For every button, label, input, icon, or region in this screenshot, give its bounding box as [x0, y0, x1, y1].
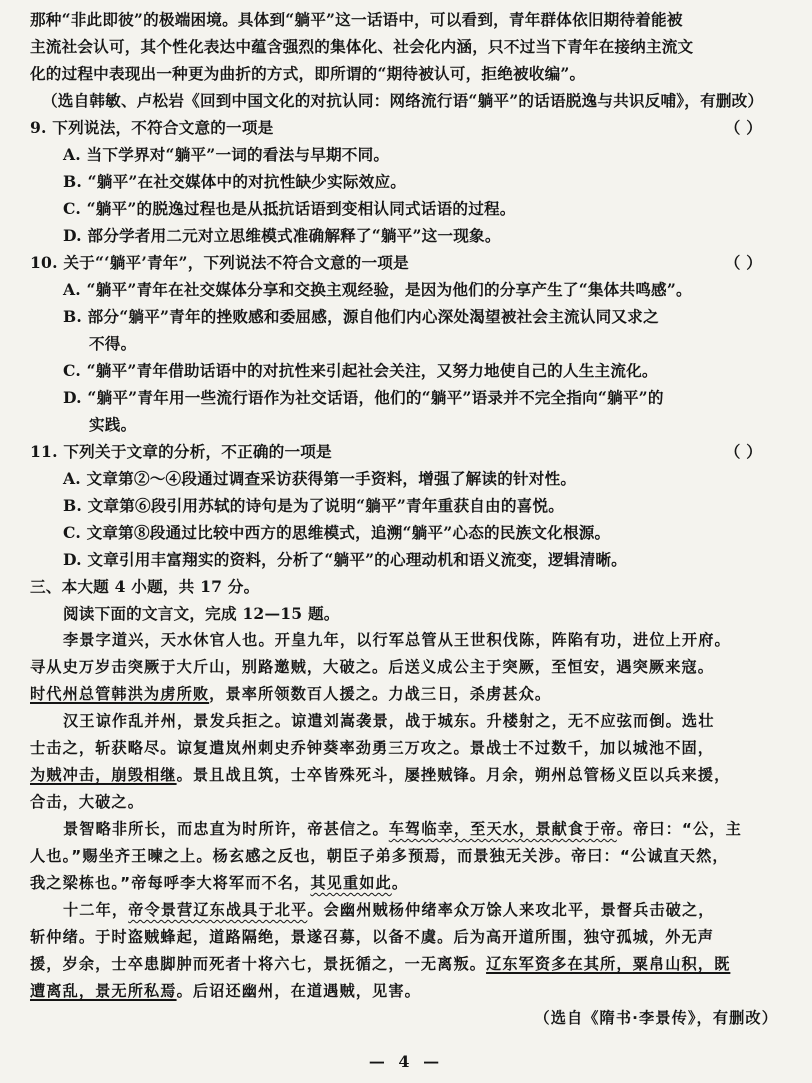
- option-d-cont: 实践。: [89, 415, 137, 434]
- classical-line: 景智略非所长，而忠直为时所许，帝甚信之。车驾临幸，至天水，景献食于帝。帝曰：“公，主: [63, 820, 742, 838]
- passage-line: 化的过程中表现出一种更为曲折的方式，即所谓的“期待被认可，拒绝被收编”。: [30, 64, 586, 83]
- page-number: — 4 —: [368, 1052, 444, 1071]
- option-c: C. 文章第⑧段通过比较中西方的思维模式，追溯“躺平”心态的民族文化根源。: [63, 523, 611, 542]
- wavy-underlined-sentence: 其见重如此: [310, 874, 392, 892]
- option-d: D. “躺平”青年用一些流行语作为社交话语，他们的“躺平”语录并不完全指向“躺平”的: [63, 388, 664, 407]
- section-instruction: 阅读下面的文言文，完成 12—15 题。: [63, 604, 340, 623]
- underlined-sentence: 为贼冲击，崩毁相继: [30, 766, 177, 784]
- classical-line: 士击之，斩获略尽。谅复遣岚州刺史乔钟葵率劲勇三万攻之。景战士不过数千，加以城池不固，: [30, 739, 715, 757]
- classical-line: 合击，大破之。: [30, 793, 145, 811]
- option-c: C. “躺平”青年借助话语中的对抗性来引起社会关注，又努力地使自己的人生主流化。: [63, 361, 658, 380]
- question-10: [30, 249, 786, 276]
- underlined-sentence: 辽东军资多在其所，粟帛山积，既: [486, 955, 731, 973]
- question-11: [30, 438, 786, 465]
- question-9: [30, 114, 786, 141]
- classical-line: 遭离乱，景无所私焉。后诏还幽州，在道遇贼，见害。: [30, 982, 421, 1000]
- option-d: D. 文章引用丰富翔实的资料，分析了“躺平”的心理动机和语义流变，逻辑清晰。: [63, 550, 627, 569]
- classical-line: 斩仲绪。于时盗贼蜂起，道路隔绝，景遂召募，以备不虞。后为高开道所围，独守孤城，外无声: [30, 928, 715, 946]
- option-a: A. 文章第②～④段通过调查采访获得第一手资料，增强了解读的针对性。: [63, 469, 577, 488]
- option-c: C. “躺平”的脱逸过程也是从抵抗话语到变相认同式话语的过程。: [63, 199, 516, 218]
- answer-paren[interactable]: （ ）: [724, 253, 762, 272]
- classical-line: 汉王谅作乱并州，景发兵拒之。谅遣刘嵩袭景，战于城东。升楼射之，无不应弦而倒。选壮: [63, 712, 715, 730]
- classical-line: 援，岁余，士卒患脚肿而死者十将六七，景抚循之，一无离叛。辽东军资多在其所，粟帛山积，既: [30, 955, 731, 973]
- classical-line: 十二年，帝令景营辽东战具于北平。会幽州贼杨仲绪率众万馀人来攻北平，景督兵击破之，: [63, 901, 715, 919]
- option-b: B. “躺平”在社交媒体中的对抗性缺少实际效应。: [63, 172, 407, 191]
- option-a: A. 当下学界对“躺平”一词的看法与早期不同。: [63, 145, 390, 164]
- wavy-underlined-sentence: 帝令景营辽东战具于北平: [128, 901, 308, 919]
- underlined-sentence: 时代州总管韩洪为虏所败: [30, 685, 210, 703]
- classical-source: （选自《隋书·李景传》，有删改）: [534, 1009, 778, 1027]
- underlined-sentence: 遭离乱，景无所私焉: [30, 982, 177, 1000]
- classical-line: 寻从史万岁击突厥于大斤山，别路邀贼，大破之。后送义成公主于突厥，至恒安，遇突厥来寇。: [30, 658, 715, 676]
- classical-line: 时代州总管韩洪为虏所败，景率所领数百人援之。力战三日，杀虏甚众。: [30, 685, 552, 703]
- section-heading: 三、本大题 4 小题，共 17 分。: [30, 577, 260, 596]
- option-b: B. 文章第⑥段引用苏轼的诗句是为了说明“躺平”青年重获自由的喜悦。: [63, 496, 564, 515]
- question-stem: 11. 下列关于文章的分析，不正确的一项是: [30, 442, 332, 461]
- classical-line: 我之梁栋也。”帝每呼李大将军而不名，其见重如此。: [30, 874, 409, 892]
- classical-line: 李景字道兴，天水休官人也。开皇九年，以行军总管从王世积伐陈，阵陷有功，进位上开府。: [63, 631, 731, 649]
- passage-line: 主流社会认可，其个性化表达中蕴含强烈的集体化、社会化内涵，只不过当下青年在接纳主流文: [30, 37, 694, 56]
- passage-line: 那种“非此即彼”的极端困境。具体到“躺平”这一话语中，可以看到，青年群体依旧期待着能被: [30, 10, 683, 29]
- option-b-cont: 不得。: [89, 334, 137, 353]
- wavy-underlined-sentence: 车驾临幸，至天水，景献食于帝: [388, 820, 617, 838]
- question-stem: 9. 下列说法，不符合文意的一项是: [30, 118, 274, 137]
- option-d: D. 部分学者用二元对立思维模式准确解释了“躺平”这一现象。: [63, 226, 501, 245]
- answer-paren[interactable]: （ ）: [724, 442, 762, 461]
- passage-source: （选自韩敏、卢松岩《回到中国文化的对抗认同：网络流行语“躺平”的话语脱逸与共识反哺》，有删改）: [42, 91, 764, 110]
- classical-line: 人也。”赐坐齐王暕之上。杨玄感之反也，朝臣子弟多预焉，而景独无关涉。帝曰：“公诚直天然，: [30, 847, 729, 865]
- option-a: A. “躺平”青年在社交媒体分享和交换主观经验，是因为他们的分享产生了“集体共鸣感”。: [63, 280, 692, 299]
- answer-paren[interactable]: （ ）: [724, 118, 762, 137]
- classical-line: 为贼冲击，崩毁相继。景且战且筑，士卒皆殊死斗，屡挫贼锋。月余，朔州总管杨义臣以兵来援，: [30, 766, 731, 784]
- question-stem: 10. 关于“‘躺平’青年”，下列说法不符合文意的一项是: [30, 253, 409, 272]
- option-b: B. 部分“躺平”青年的挫败感和委屈感，源自他们内心深处渴望被社会主流认同又求之: [63, 307, 659, 326]
